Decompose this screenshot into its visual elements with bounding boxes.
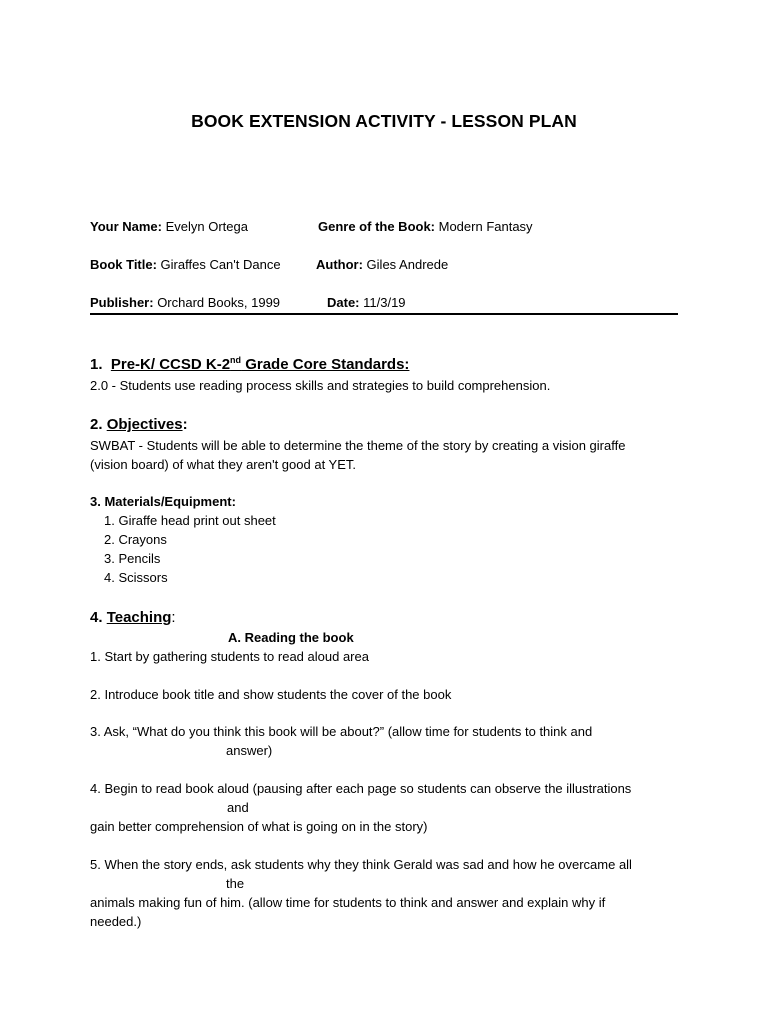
section1-heading (90, 356, 409, 374)
genre-field (318, 219, 533, 235)
section3-heading: 3. Materials/Equipment: (90, 494, 236, 509)
section2-line-1: SWBAT - Students will be able to determine the theme of the story by creating a vision giraffe (90, 438, 626, 453)
genre-value: Modern Fantasy (435, 219, 533, 234)
section1-heading-a: Pre-K/ CCSD K-2 (110, 356, 231, 373)
section2-heading (90, 416, 188, 434)
section4-subheading: A. Reading the book (228, 630, 354, 645)
teaching-step-1: 1. Start by gathering students to read aloud area (90, 649, 369, 664)
teaching-step-5-line-1: 5. When the story ends, ask students why they think Gerald was sad and how he overcame all (90, 857, 632, 872)
section4-number: 4. (90, 609, 103, 626)
author-label: Author: (316, 257, 363, 272)
date-value: 11/3/19 (359, 295, 406, 310)
section2-line-2: (vision board) of what they aren't good at YET. (90, 457, 357, 472)
section1-text: 2.0 - Students use reading process skills and strategies to build comprehension. (90, 378, 551, 393)
teaching-step-4-line-3: gain better comprehension of what is going on in the story) (90, 819, 428, 834)
name-field (90, 219, 248, 235)
document-title: BOOK EXTENSION ACTIVITY - LESSON PLAN (191, 111, 577, 131)
section2-number: 2. (90, 416, 103, 433)
header-divider (90, 313, 678, 315)
author-value: Giles Andrede (362, 257, 449, 272)
name-value: Evelyn Ortega (162, 219, 248, 234)
teaching-step-4-line-1: 4. Begin to read book aloud (pausing after each page so students can observe the illustrations (90, 781, 632, 796)
list-item: 1. Giraffe head print out sheet (104, 513, 276, 528)
section4-colon: : (171, 609, 176, 626)
section1-heading-text (111, 356, 410, 373)
section4-heading-text: Teaching (106, 609, 172, 626)
book-title-field (90, 257, 281, 273)
list-item: 3. Pencils (104, 551, 161, 566)
book-title-label: Book Title: (90, 257, 157, 272)
section1-number: 1. (90, 356, 103, 373)
name-label: Your Name: (90, 219, 162, 234)
section4-heading (90, 609, 176, 627)
teaching-step-2: 2. Introduce book title and show students the cover of the book (90, 687, 452, 702)
teaching-step-4-line-2: and (227, 800, 249, 815)
genre-label: Genre of the Book: (318, 219, 436, 234)
list-item: 4. Scissors (104, 570, 168, 585)
teaching-step-5-line-4: needed.) (90, 914, 142, 929)
publisher-value: Orchard Books, 1999 (153, 295, 281, 310)
author-field (316, 257, 448, 273)
date-label: Date: (327, 295, 360, 310)
publisher-field (90, 295, 280, 311)
section1-heading-sup: nd (230, 355, 242, 365)
publisher-label: Publisher: (90, 295, 154, 310)
teaching-step-5-line-3: animals making fun of him. (allow time for students to think and answer and explain why if (90, 895, 606, 910)
teaching-step-3-line-1: 3. Ask, “What do you think this book will be about?” (allow time for students to think and (90, 724, 593, 739)
date-field (327, 295, 406, 311)
book-title-value: Giraffes Can't Dance (156, 257, 281, 272)
teaching-step-3-line-2: answer) (226, 743, 273, 758)
section2-heading-text: Objectives (106, 416, 183, 433)
teaching-step-5-line-2: the (226, 876, 245, 891)
section2-colon: : (182, 416, 188, 433)
section1-heading-b: Grade Core Standards: (241, 356, 410, 373)
list-item: 2. Crayons (104, 532, 167, 547)
